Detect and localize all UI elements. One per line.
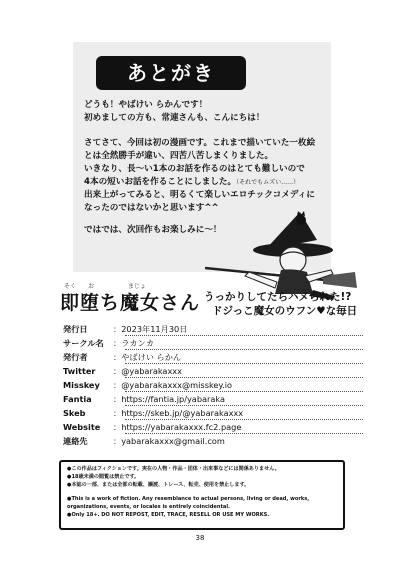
colophon-value: ：yabarakaxxx@gmail.com: [113, 436, 225, 446]
title-ruby: お: [88, 283, 95, 290]
afterword-aside: （それでもムズい……）: [236, 179, 300, 186]
heart-icon: ♥: [316, 305, 326, 317]
divider: [125, 433, 363, 434]
colophon-label: 発行者: [63, 352, 88, 362]
notice-line: ●本誌の一部、または全部の転載、譲渡、トレース、転売、使用を禁止します。: [67, 482, 250, 488]
afterword-line: とは全然勝手が違い、四苦八苦しまくりました。: [84, 151, 274, 161]
witch-illustration: [205, 210, 380, 300]
colophon-label: Fantia: [63, 394, 92, 404]
colophon-label: Misskey: [63, 380, 100, 390]
colophon-label: Skeb: [63, 408, 86, 418]
notice-box: [59, 460, 345, 530]
colophon-value: ：https://yabarakaxxx.fc2.page: [113, 422, 242, 432]
afterword-line: 4本の短いお話を作ることにしました。: [84, 177, 237, 187]
divider: [125, 405, 363, 406]
colophon-label: サークル名: [63, 338, 104, 348]
afterword-line-with-aside: [84, 176, 324, 189]
divider: [125, 363, 363, 364]
subtitle-text: な毎日: [325, 305, 358, 317]
page-number: 38: [195, 534, 205, 542]
notice-line: organizations, events, or locales is entirely coincidental.: [67, 504, 230, 510]
colophon-label: 発行日: [63, 324, 88, 334]
divider: [125, 419, 363, 420]
book-title: 即堕ち魔女さん: [60, 292, 201, 314]
colophon-label: Website: [63, 422, 101, 432]
divider: [125, 377, 363, 378]
colophon-value: ：https://fantia.jp/yabaraka: [113, 394, 226, 404]
colophon-value: ：やばけい らかん: [113, 352, 182, 362]
colophon-label: Twitter: [63, 366, 96, 376]
afterword-line: いきなり、長〜い1本のお話を作るのはとても難しいので: [84, 164, 305, 174]
colophon-value: ：@yabarakaxxx: [113, 366, 182, 376]
divider: [125, 349, 363, 350]
afterword-line: さてさて、今回は初の漫画です。これまで描いていた一枚絵: [84, 138, 316, 148]
notice-line: ●This is a work of fiction. Any resemblance to actual persons, living or dead, works,: [67, 496, 310, 502]
colophon-value: ：2023年11月30日: [113, 324, 188, 334]
subtitle-text: ドジっこ魔女のウフン: [212, 305, 317, 317]
afterword-line: どうも！やばけい らかんです！: [84, 100, 208, 110]
notice-line: ●この作品はフィクションです。実在の人物・作品・団体・出来事などには関係ありません。: [67, 466, 280, 472]
title-ruby: そく: [64, 283, 77, 290]
divider: [125, 391, 363, 392]
afterword-line: 初めましての方も、常連さんも、こんにちは！: [84, 113, 265, 123]
afterword-heading: あとがき: [96, 56, 246, 90]
colophon-value: ：https://skeb.jp/@yabarakaxxx: [113, 408, 244, 418]
afterword-line: 出来上がってみると、明るくて楽しいエロチックコメディに: [84, 190, 315, 200]
title-ruby: まじょ: [128, 283, 147, 290]
notice-line: ●Only 18+. DO NOT REPOST, EDIT, TRACE, RESELL OR USE MY WORKS.: [67, 512, 270, 518]
colophon-value: ：ラカンカ: [113, 338, 154, 348]
divider: [125, 335, 363, 336]
afterword-line: ではでは、次回作もお楽しみに〜！: [84, 225, 222, 235]
colophon-label: 連絡先: [63, 436, 88, 446]
notice-line: ●18歳未満の閲覧は禁止です。: [67, 474, 140, 480]
book-subtitle: うっかりしてたらハメられた!?: [204, 291, 352, 303]
book-subtitle-line2: [212, 303, 357, 318]
afterword-line: なったのではないかと思います^^: [84, 203, 219, 213]
colophon-value: ：@yabarakaxxx@misskey.io: [113, 380, 233, 390]
